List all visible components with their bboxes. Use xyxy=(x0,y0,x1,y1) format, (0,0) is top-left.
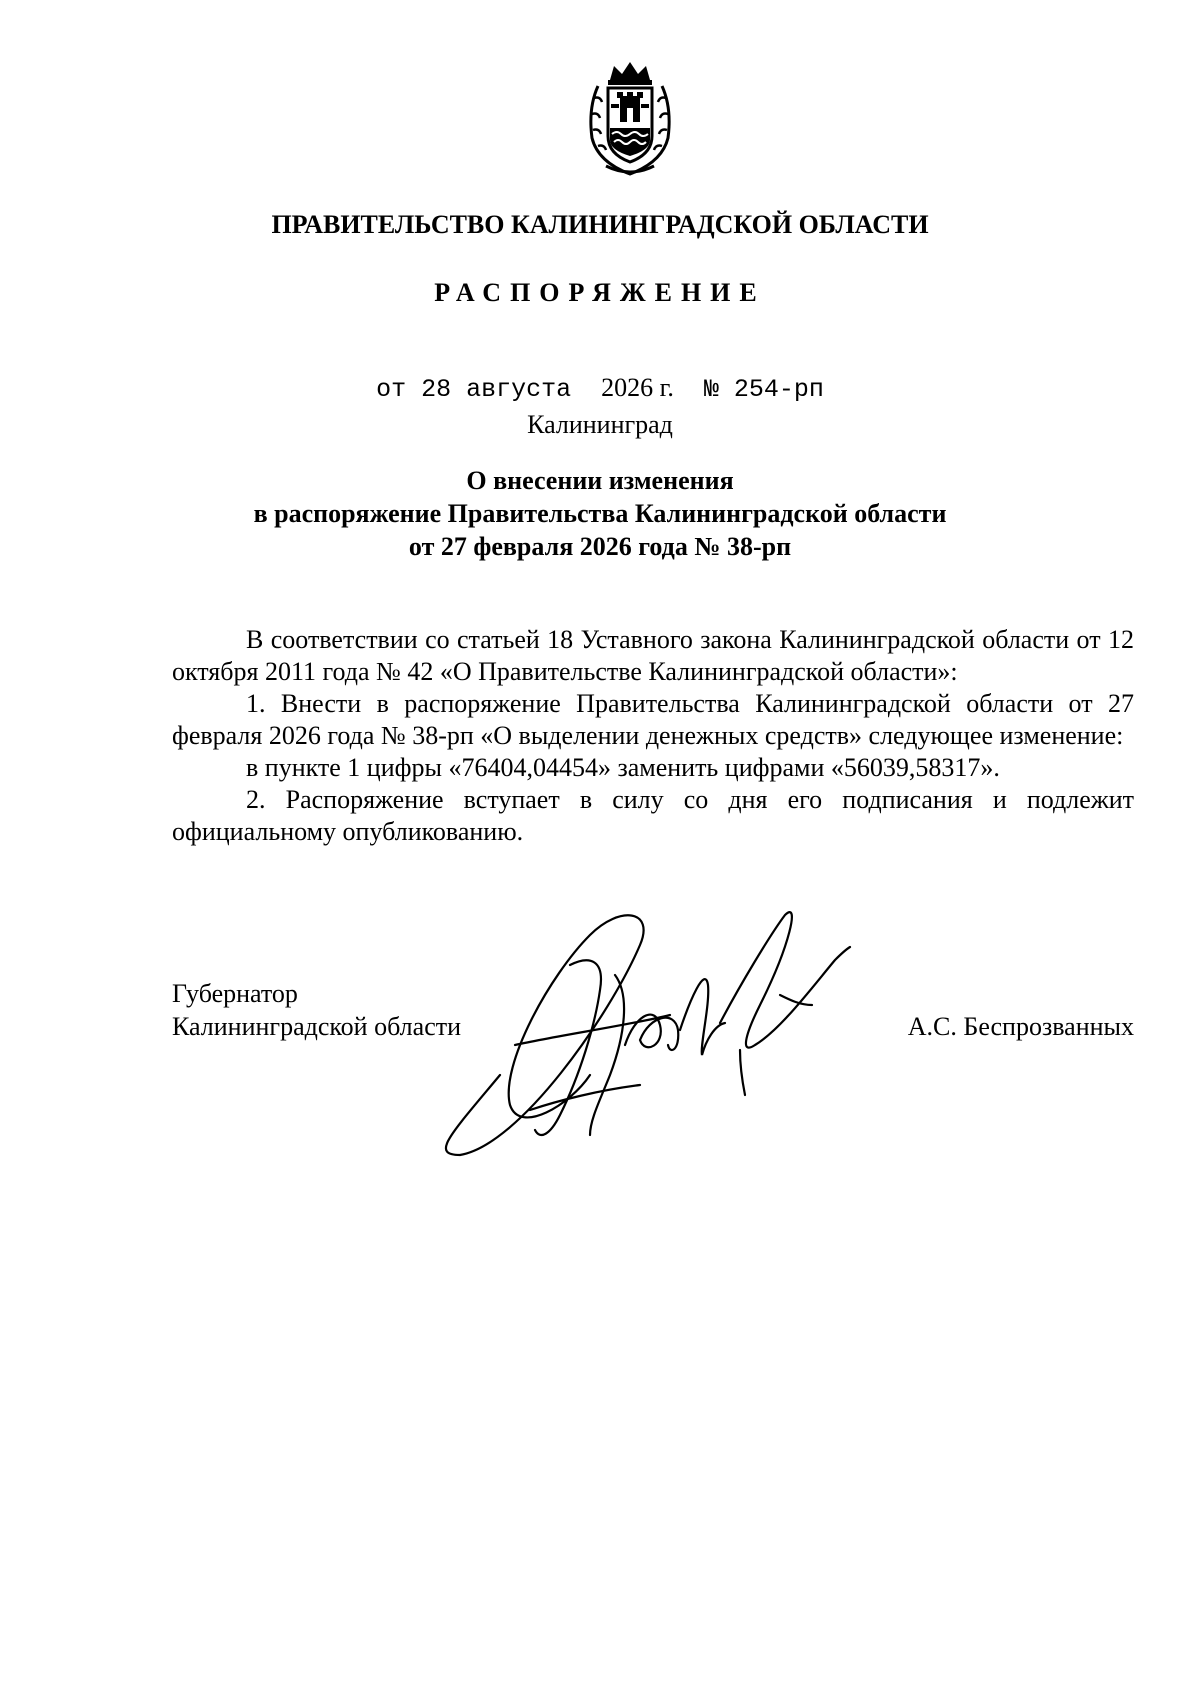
document-subject xyxy=(0,464,1200,563)
signatory-name: А.С. Беспрозванных xyxy=(907,1012,1134,1041)
body-paragraph-item1-change: в пункте 1 цифры «76404,04454» заменить цифрами «56039,58317». xyxy=(246,753,1000,782)
city: Калининград xyxy=(527,410,673,439)
date-prefix: от xyxy=(376,375,407,404)
position-line: Губернатор xyxy=(172,979,298,1008)
body-paragraph-item1: 1. Внести в распоряжение Правительства Калининградской области от 27 февраля 2026 года № 38-рп «О выделении денежных средств» следующее изменение: xyxy=(172,689,1134,750)
document-body xyxy=(172,624,1134,848)
subject-line: от 27 февраля 2026 года № 38-рп xyxy=(408,532,792,561)
document-number: 254-рп xyxy=(733,375,824,404)
body-paragraph-item2: 2. Распоряжение вступает в силу со дня его подписания и подлежит официальному опубликованию. xyxy=(172,785,1134,846)
government-title: ПРАВИТЕЛЬСТВО КАЛИНИНГРАДСКОЙ ОБЛАСТИ xyxy=(271,210,929,239)
registration-line xyxy=(0,373,1200,404)
position-line: Калининградской области xyxy=(172,1012,462,1041)
coat-of-arms-icon xyxy=(580,58,680,178)
body-paragraph-preamble: В соответствии со статьей 18 Уставного закона Калининградской области от 12 октября 2011 года № 42 «О Правительстве Калининградской области»: xyxy=(172,625,1134,686)
document-date: 28 августа xyxy=(421,375,572,404)
document-type: РАСПОРЯЖЕНИЕ xyxy=(434,278,766,307)
handwritten-signature xyxy=(440,905,940,1165)
subject-line: в распоряжение Правительства Калининградской области xyxy=(253,499,947,528)
document-year: 2026 г. xyxy=(601,373,674,402)
signatory-position xyxy=(172,977,461,1043)
number-sign: № xyxy=(703,375,719,404)
subject-line: О внесении изменения xyxy=(466,466,734,495)
